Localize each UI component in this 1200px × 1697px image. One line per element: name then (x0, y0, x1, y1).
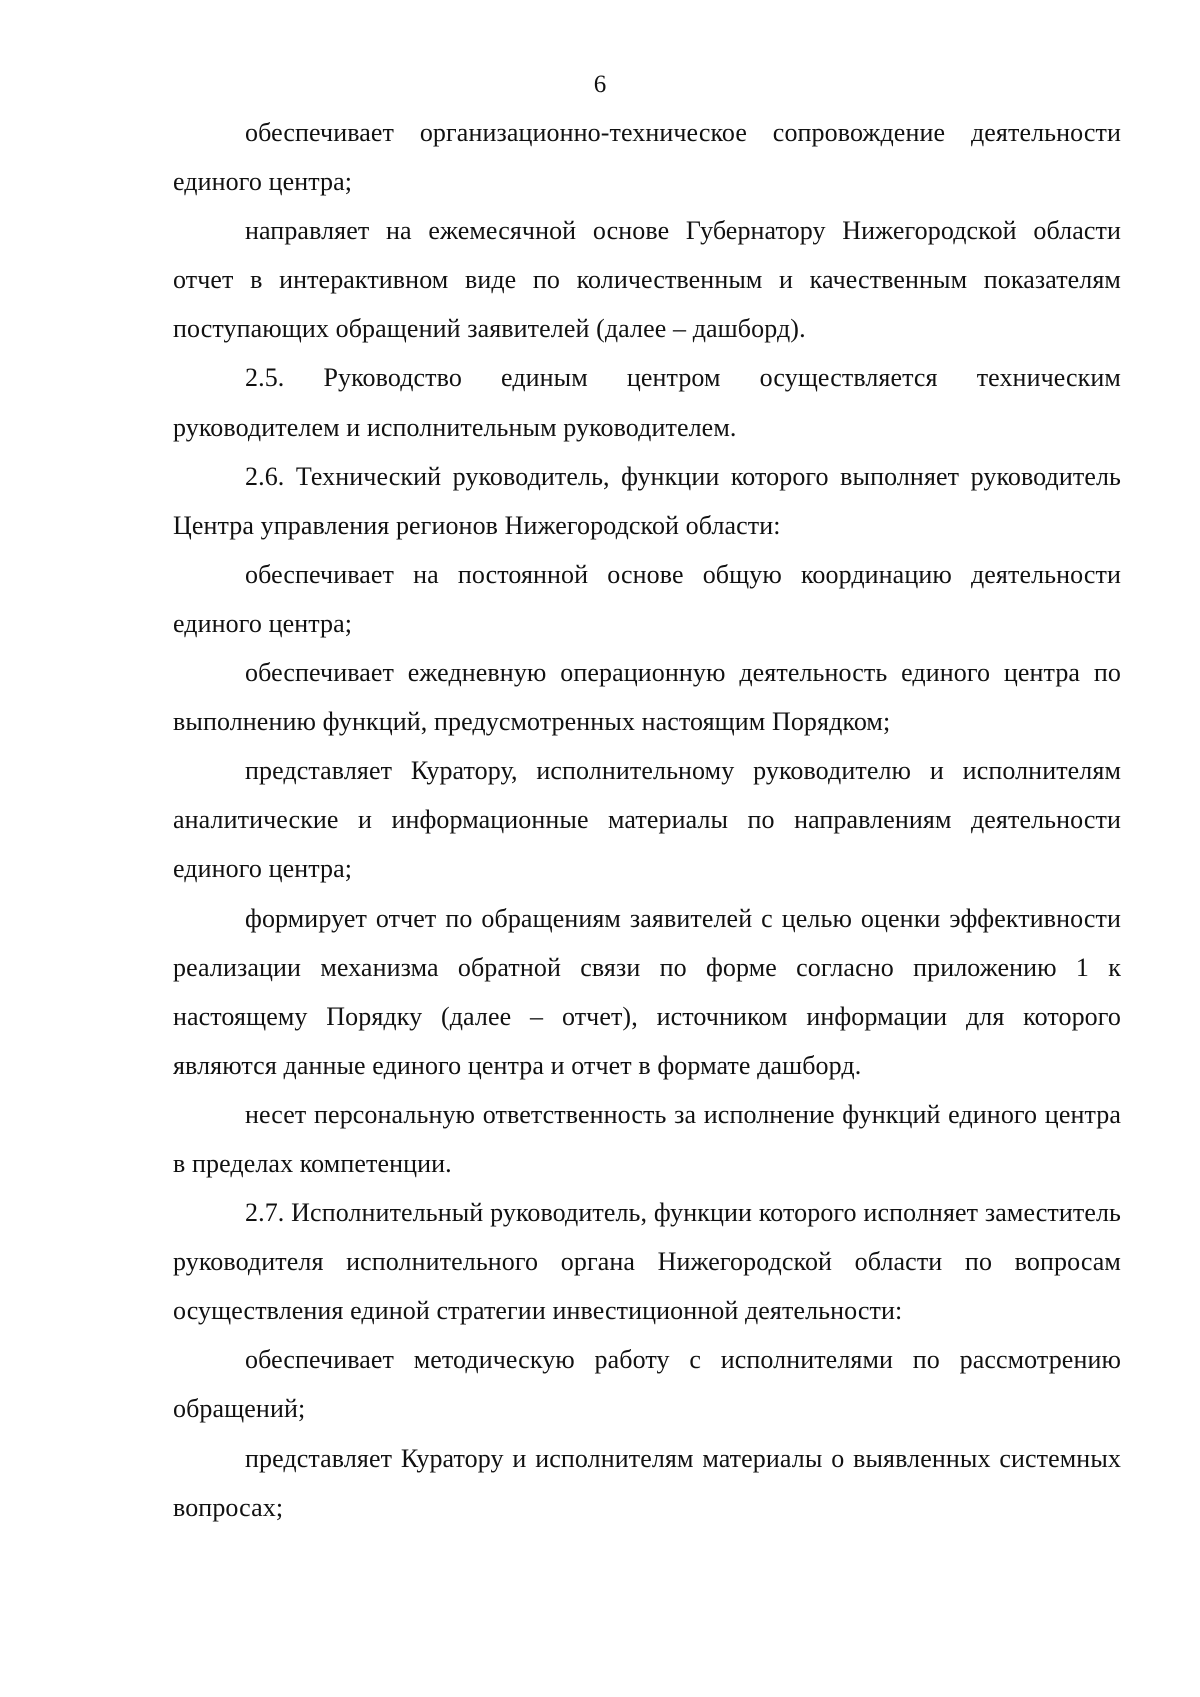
paragraph-system-issues: представляет Куратору и исполнителям материалы о выявленных системных вопросах; (173, 1443, 1121, 1522)
paragraph-2-6-technical-head: 2.6. Технический руководитель, функции которого выполняет руководитель Центра управления регионов Нижегородской области: (173, 461, 1121, 540)
paragraph-methodical-work: обеспечивает методическую работу с исполнителями по рассмотрению обращений; (173, 1345, 1121, 1424)
page-number: 6 (593, 71, 607, 98)
paragraph-2-7-executive-head: 2.7. Исполнительный руководитель, функции которого исполняет заместитель руководителя исполнительного органа Нижегородской области по вопросам осуществления единой стратегии инвестиционной деятельности: (173, 1198, 1121, 1326)
document-body (173, 108, 1121, 1532)
paragraph-2-5-management: 2.5. Руководство единым центром осуществляется техническим руководителем и исполнительным руководителем. (173, 363, 1121, 442)
paragraph-coordination: обеспечивает на постоянной основе общую координацию деятельности единого центра; (173, 559, 1121, 638)
paragraph-dashboard-report: направляет на ежемесячной основе Губернатору Нижегородской области отчет в интерактивном виде по количественным и качественным показателям поступающих обращений заявителей (далее – дашборд). (173, 216, 1121, 344)
paragraph-responsibility: несет персональную ответственность за исполнение функций единого центра в пределах компетенции. (173, 1099, 1121, 1178)
paragraph-daily-operations: обеспечивает ежедневную операционную деятельность единого центра по выполнению функций, предусмотренных настоящим Порядком; (173, 658, 1121, 737)
paragraph-analytic-materials: представляет Куратору, исполнительному руководителю и исполнителям аналитические и информационные материалы по направлениям деятельности единого центра; (173, 756, 1121, 884)
paragraph-forms-report: формирует отчет по обращениям заявителей с целью оценки эффективности реализации механизма обратной связи по форме согласно приложению 1 к настоящему Порядку (далее – отчет), источником информации для которого являются данные единого центра и отчет в формате дашборд. (173, 903, 1121, 1080)
paragraph-support-activity: обеспечивает организационно-техническое сопровождение деятельности единого центра; (173, 118, 1121, 197)
